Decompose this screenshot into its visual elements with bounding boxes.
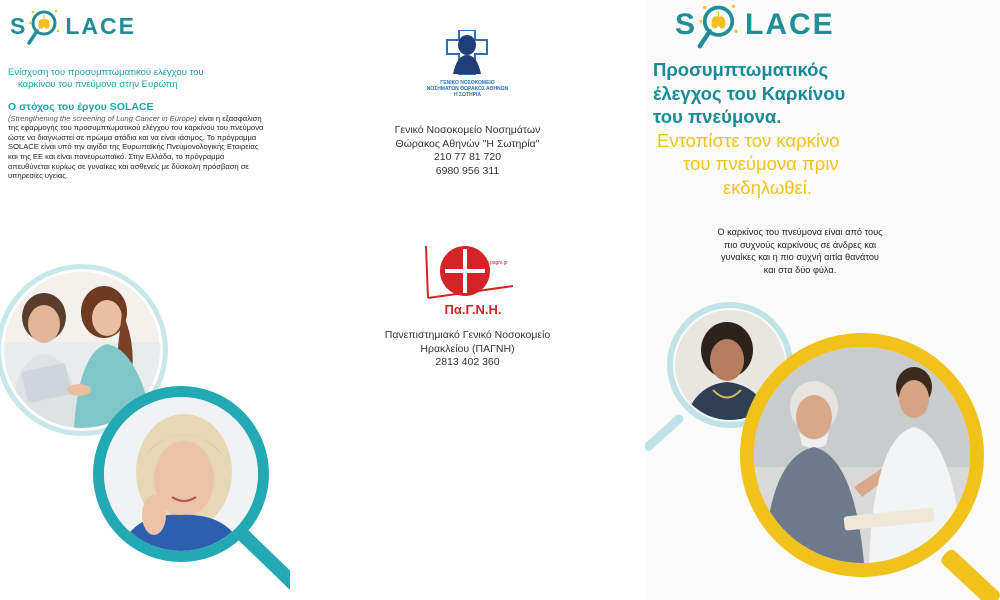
project-goal-text (8, 103, 268, 181)
sotiria-name-line2: Θώρακος Αθηνών "Η Σωτηρία" (395, 137, 540, 150)
sotiria-phone-2: 6980 956 311 (435, 164, 500, 177)
pagni-contact (290, 329, 645, 370)
logo-prefix: S (675, 8, 698, 41)
project-goal-italic: (Strengthening the screening of Lung Cancer in Europe) (8, 113, 197, 123)
hospital-cross-icon (405, 30, 530, 75)
solace-logo (10, 6, 136, 46)
sotiria-logo-line2: ΝΟΣΗΜΑΤΩΝ ΘΩΡΑΚΟΣ ΑΘΗΝΩΝ (426, 86, 509, 92)
left-subtitle-line2: καρκίνου του πνεύμονα στην Ευρώπη (18, 79, 178, 90)
right-panel (645, 0, 1000, 600)
pagni-phone: 2813 402 360 (435, 356, 500, 368)
headline-teal-1: Προσυμπτωματικός (653, 59, 829, 80)
logo-prefix: S (10, 12, 28, 39)
left-subtitle-line1: Ενίσχυση του προσυμπτωματικού ελέγχου του (8, 67, 204, 78)
headline-yellow-2: του πνεύμονα πριν (683, 153, 839, 174)
pagni-logo-text: Πα.Γ.Ν.Η. (444, 302, 502, 317)
magnifier-handle (233, 525, 290, 598)
sotiria-name-line1: Γενικό Νοσοκομείο Νοσημάτων (394, 124, 541, 136)
sotiria-logo-line1: ΓΕΝΙΚΟ ΝΟΣΟΚΟΜΕΙΟ (440, 80, 495, 86)
lungs-magnifier-icon (697, 0, 745, 50)
magnifier-handle-yellow (939, 547, 1000, 600)
project-goal-title: Ο στόχος του έργου SOLACE (8, 101, 154, 113)
project-goal-body: είναι η εξασφάλιση της εφαρμογής του προσυμπτωματικού ελέγχου του καρκίνου του πνεύμονα ώστε να διαγνωστεί σε πρώιμα στάδια και να είναι ιάσιμος. Το πρόγραμμα SOLACE είναι υπό την αιγίδα της Ευρωπαϊκής Πνευμονολογικής Εταιρείας και της ΕΕ και είναι πανευρωπαϊκό. Στην Ελλάδα, το πρόγραμμα απευθύνεται κυρίως σε γυναίκες και ασθενείς με δύσκολη πρόσβαση σε υπηρεσίες υγείας. (8, 113, 264, 181)
logo-suffix: LACE (745, 8, 835, 41)
left-panel (0, 0, 290, 600)
headline-teal-2: έλεγχος του Καρκίνου (653, 82, 846, 104)
headline-teal-3: του πνεύμονα. (653, 106, 782, 127)
pagni-name-line2: Ηρακλείου (ΠΑΓΝΗ) (420, 342, 515, 355)
headline-yellow-3: εκδηλωθεί. (723, 176, 813, 198)
headline-yellow-1: Εντοπίστε τον καρκίνο (657, 129, 840, 151)
pagni-name-line1: Πανεπιστημιακό Γενικό Νοσοκομείο (384, 329, 551, 341)
logo-suffix: LACE (65, 12, 136, 39)
intro-line2: πιο συχνούς καρκίνους σε άνδρες και (723, 239, 877, 250)
middle-panel (290, 0, 645, 600)
pagni-logo (418, 236, 528, 318)
intro-line3: γυναίκες και η πιο συχνή αιτία θανάτου (721, 252, 879, 262)
headline (653, 58, 983, 199)
intro-text (645, 226, 955, 276)
magnifier-handle-pale (645, 413, 685, 453)
intro-line1: Ο καρκίνος του πνεύμονα είναι από τους (717, 227, 883, 237)
lungs-magnifier-icon (27, 6, 65, 46)
left-subtitle (8, 67, 278, 91)
sotiria-contact (290, 124, 645, 178)
pagni-url: www.pagni.gr (478, 260, 509, 266)
intro-line4: και στα δύο φύλα. (763, 264, 837, 275)
photo-doctor-patient (754, 347, 970, 563)
solace-logo-large (675, 0, 835, 50)
pagni-emblem-icon (418, 236, 528, 302)
sotiria-logo (405, 30, 530, 98)
photo-smiling-woman (104, 397, 258, 551)
sotiria-phone-1: 210 77 81 720 (433, 151, 502, 163)
sotiria-logo-line3: Η ΣΩΤΗΡΙΑ (453, 92, 481, 98)
